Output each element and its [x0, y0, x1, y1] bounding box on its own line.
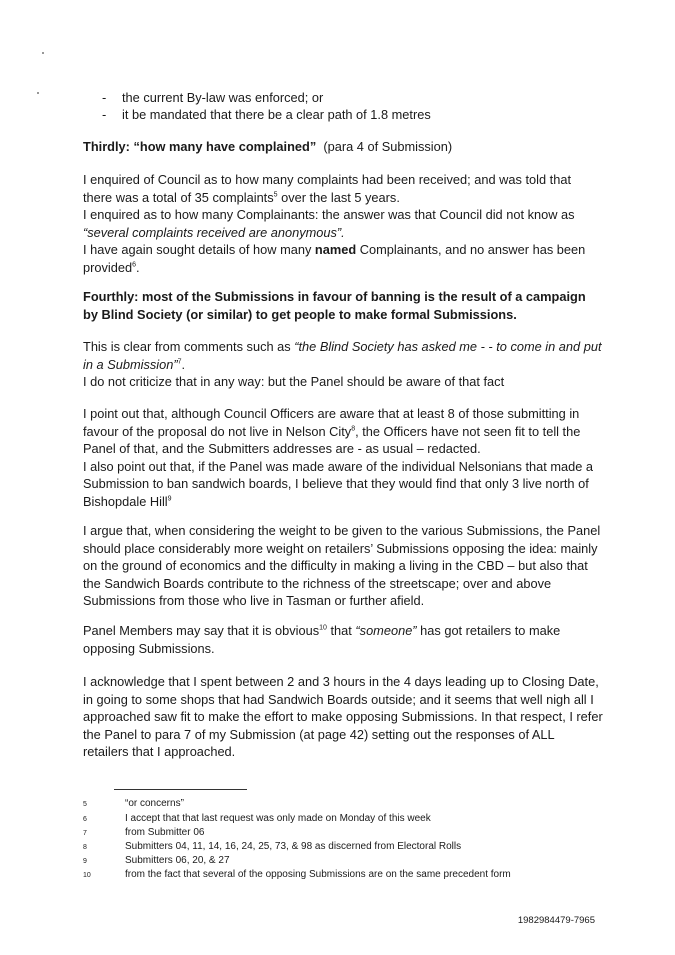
- paragraph-officers: [83, 405, 603, 510]
- paragraph-weight: I argue that, when considering the weight to be given to the various Submissions, the Panel should place considerably more weight on retailers’ Submissions opposing the idea: mainly on the ground of economics and the difficulty in making a living in the CBD – but also that the Sandwich Boards contribute to the richness of the streetscape; over and above Submissions from those who live in Tasman or further afield.: [83, 523, 601, 608]
- paragraph-text: Panel Members may say that it is obvious: [83, 623, 320, 638]
- footnote-ref: 9: [167, 495, 172, 503]
- section-heading-thirdly: [83, 138, 603, 156]
- paragraph-text: over the last 5 years.: [277, 189, 400, 205]
- italic-quote: “several complaints received are anonymous”.: [83, 224, 345, 240]
- footnote-number: 8: [83, 844, 87, 851]
- italic-quote: “the Blind Society has asked me - - to come in and put in a Submission”: [83, 339, 602, 372]
- bullet-text: it be mandated that there be a clear path of 1.8 metres: [122, 107, 431, 122]
- scan-speck: [37, 92, 39, 94]
- paragraph-complaints: [83, 171, 603, 276]
- footnote-ref: 10: [319, 624, 327, 632]
- bullet-item: - the current By-law was enforced; or: [102, 90, 324, 105]
- document-id: 1982984479-7965: [517, 915, 595, 926]
- paragraph-text: Complainants, and no answer has been provided: [83, 242, 586, 275]
- paragraph-text: I enquired of Council as to how many complaints had been received; and was told that there was a total of 35 complaints: [83, 172, 571, 205]
- footnote-ref: 5: [273, 191, 278, 199]
- paragraph-text: I have again sought details of how many: [83, 242, 315, 257]
- paragraph-text: I do not criticize that in any way: but the Panel should be aware of that fact: [83, 374, 505, 389]
- paragraph-text: has got retailers to make opposing Submissions.: [83, 623, 561, 656]
- paragraph-text: I also point out that, if the Panel was made aware of the individual Nelsonians that made a Submission to ban sandwich boards, I believe that they would find that only 3 live north of Bishopdale Hill: [83, 458, 594, 509]
- paragraph-blind-society: [83, 338, 603, 391]
- section-heading-fourthly: Fourthly: most of the Submissions in favour of banning is the result of a campaign by Blind Society (or similar) to get people to make formal Submissions.: [83, 289, 586, 322]
- paragraph-text: that: [326, 623, 356, 638]
- footnote-text: “or concerns”: [125, 798, 184, 809]
- footnote-number: 5: [83, 801, 87, 808]
- paragraph-text: This is clear from comments such as: [83, 339, 295, 354]
- punctuation: .: [136, 259, 140, 275]
- paragraph-text: I point out that, although Council Officers are aware that at least 8 of those submitting in favour of the proposal do not live in Nelson City: [83, 406, 580, 439]
- footnote-number: 10: [83, 872, 91, 879]
- footnote-ref: 7: [177, 358, 182, 366]
- heading-ref: (para 4 of Submission): [323, 139, 453, 154]
- footnote-number: 9: [83, 858, 87, 865]
- footnote-text: from Submitter 06: [125, 827, 205, 838]
- bullet-item: - it be mandated that there be a clear path of 1.8 metres: [102, 107, 431, 122]
- scan-speck: [42, 52, 44, 54]
- paragraph-acknowledge: I acknowledge that I spent between 2 and 3 hours in the 4 days leading up to Closing Date, in going to some shops that had Sandwich Boards outside; and it seems that well nigh all I approached saw fit to make the effort to make opposing Submissions. In that respect, I refer the Panel to para 7 of my Submission (at page 42) setting out the responses of ALL retailers that I approached.: [83, 674, 603, 759]
- punctuation: .: [181, 356, 186, 372]
- paragraph-obvious: [83, 622, 603, 657]
- footnote-text: Submitters 06, 20, & 27: [125, 855, 230, 866]
- footnote-ref: 6: [132, 261, 136, 269]
- footnote-text: Submitters 04, 11, 14, 16, 24, 25, 73, & 98 as discerned from Electoral Rolls: [125, 841, 462, 852]
- footnote-number: 6: [83, 816, 87, 823]
- footnote-number: 7: [83, 830, 87, 837]
- footnote-text: from the fact that several of the opposing Submissions are on the same precedent form: [125, 869, 511, 880]
- footnote-text: I accept that that last request was only made on Monday of this week: [125, 813, 431, 824]
- paragraph-text: I enquired as to how many Complainants: the answer was that Council did not know as: [83, 207, 575, 222]
- bold-word: named: [314, 242, 357, 257]
- footnote-ref: 8: [351, 425, 356, 433]
- paragraph-text: , the Officers have not seen fit to tell the Panel of that, and the Submitters addresses are - as usual – redacted.: [83, 423, 581, 456]
- heading-text: Thirdly: “how many have complained”: [83, 139, 317, 154]
- footnote-separator: [114, 789, 247, 790]
- italic-quote: “someone”: [355, 623, 417, 638]
- bullet-text: the current By-law was enforced; or: [122, 90, 324, 105]
